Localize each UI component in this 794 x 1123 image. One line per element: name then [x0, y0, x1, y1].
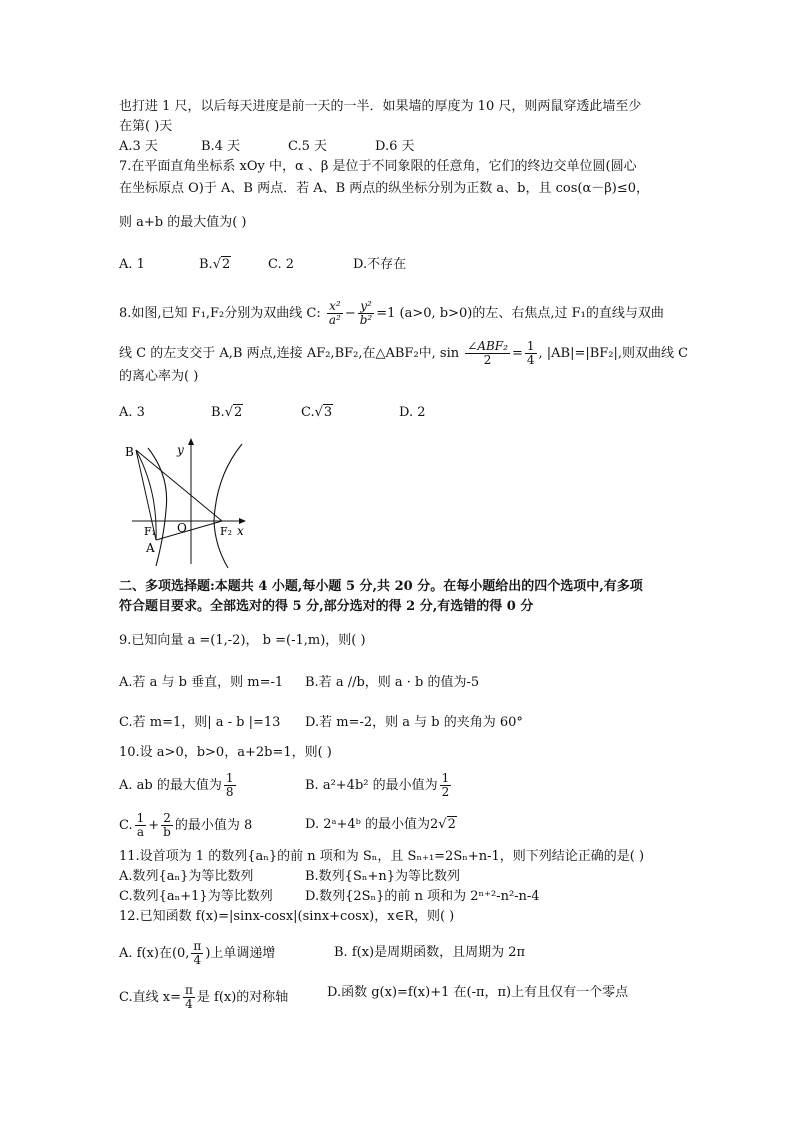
label-f1: F₁: [144, 525, 157, 538]
q12-stem: 12.已知函数 f(x)=|sinx-cosx|(sinx+cosx)，x∈R，则( ): [119, 909, 455, 924]
q11-option-c: C.数列{aₙ+1}为等比数列: [119, 889, 273, 904]
q6-line1: 也打进 1 尺，以后每天进度是前一天的一半．如果墙的厚度为 10 尺，则两鼠穿透此墙至少: [119, 99, 642, 114]
q9-option-b: B.若 a //b，则 a · b 的值为-5: [305, 675, 480, 690]
q10-option-d: D. 2ᵃ+4ᵇ 的最小值为2√2: [305, 817, 456, 832]
q11-option-b: B.数列{Sₙ+n}为等比数列: [305, 869, 461, 884]
q12-option-c: C.直线 x= $\frac{\pi}{4}$ 是 f(x)的对称轴: [119, 983, 289, 1011]
sqrt-2: √2: [212, 257, 231, 272]
half-angle-fraction: $\frac{\text{∠ABF₂}}{2}$: [467, 339, 508, 367]
q11-option-d: D.数列{2Sₙ}的前 n 项和为 2ⁿ⁺²-n²-n-4: [305, 889, 540, 904]
q10-option-c: C. $\frac{1}{a}$ + $\frac{2}{b}$ 的最小值为 8: [119, 811, 253, 839]
q7-option-c: C. 2: [268, 257, 295, 272]
q7-line1: 7.在平面直角坐标系 xOy 中，α 、β 是位于不同象限的任意角，它们的终边交单位圆(圆心: [119, 159, 637, 174]
q10-option-a: A. ab 的最大值为 $\frac{1}{8}$: [119, 771, 234, 799]
label-x: x: [237, 524, 244, 538]
q11-stem: 11.设首项为 1 的数列{aₙ}的前 n 项和为 Sₙ，且 Sₙ₊₁=2Sₙ+n-1，则下列结论正确的是( ): [119, 849, 645, 864]
q8-option-c: C.√3: [301, 405, 333, 420]
q10-option-b: B. a²+4b² 的最小值为 $\frac{1}{2}$: [305, 771, 450, 799]
q9-stem: 9.已知向量 a =(1,-2)， b =(-1,m)，则( ): [119, 633, 366, 648]
q9-option-a: A.若 a 与 b 垂直，则 m=-1: [119, 675, 284, 690]
q9-option-d: D.若 m=-2，则 a 与 b 的夹角为 60°: [305, 715, 523, 730]
q12-option-a: A. f(x)在(0, $\frac{\pi}{4}$ )上单调递增: [119, 939, 276, 967]
section2-line1: 二、多项选择题:本题共 4 小题,每小题 5 分,共 20 分。在每小题给出的四个选项中,有多项: [119, 579, 643, 594]
q10-stem: 10.设 a>0，b>0，a+2b=1，则( ): [119, 745, 332, 760]
q8-option-d: D. 2: [399, 405, 426, 420]
one-quarter-fraction: $\frac{1}{4}$: [526, 339, 535, 367]
hyperbola-figure: [118, 436, 258, 570]
q7-option-d: D.不存在: [353, 257, 407, 272]
q6-option-d: D.6 天: [375, 139, 415, 154]
q7-line3: 则 a+b 的最大值为( ): [119, 215, 247, 230]
label-b: B: [125, 445, 134, 459]
q12-option-d: D.函数 g(x)=f(x)+1 在(-π，π)上有且仅有一个零点: [327, 985, 629, 1000]
q6-line2: 在第( )天: [119, 119, 173, 134]
label-y: y: [177, 443, 184, 457]
q8-option-a: A. 3: [119, 405, 145, 420]
q6-option-b: B.4 天: [201, 139, 241, 154]
q8-line2: 线 C 的左支交于 A,B 两点,连接 AF₂,BF₂,在△ABF₂中, sin $\frac{\text{∠ABF₂}}{2}$ = $\frac{1}{4}$ , |AB|=|BF₂|,则双曲线 C: [119, 339, 689, 367]
q11-option-a: A.数列{aₙ}为等比数列: [119, 869, 254, 884]
section2-line2: 符合题目要求。全部选对的得 5 分,部分选对的得 2 分,有选错的得 0 分: [119, 599, 534, 614]
label-f2: F₂: [220, 525, 233, 538]
q7-option-b: B.√2: [199, 257, 231, 272]
q9-option-c: C.若 m=1，则| a - b |=13: [119, 715, 281, 730]
x2-over-a2: $\frac{\text{x²}}{\text{a²}}$: [328, 299, 341, 327]
q8-option-b: B.√2: [211, 405, 243, 420]
q8-line1: 8.如图,已知 F₁,F₂分别为双曲线 C: $\frac{\text{x²}}{\text{a²}}$ − $\frac{\text{y²}}{\text{b²}}$ =1 (a>0, b>0)的左、右焦点,过 F₁的直线与双曲: [119, 299, 664, 327]
y2-over-b2: $\frac{\text{y²}}{\text{b²}}$: [359, 299, 373, 327]
q6-option-a: A.3 天: [119, 139, 158, 154]
q7-line2: 在坐标原点 O)于 A、B 两点．若 A、B 两点的纵坐标分别为正数 a、b，且 cos(α－β)≤0，: [119, 181, 649, 196]
q6-option-c: C.5 天: [288, 139, 328, 154]
label-a: A: [146, 541, 155, 555]
q7-option-a: A. 1: [119, 257, 145, 272]
label-o: O: [177, 521, 187, 535]
q12-option-b: B. f(x)是周期函数，且周期为 2π: [334, 945, 526, 960]
q8-line3: 的离心率为( ): [119, 369, 199, 384]
